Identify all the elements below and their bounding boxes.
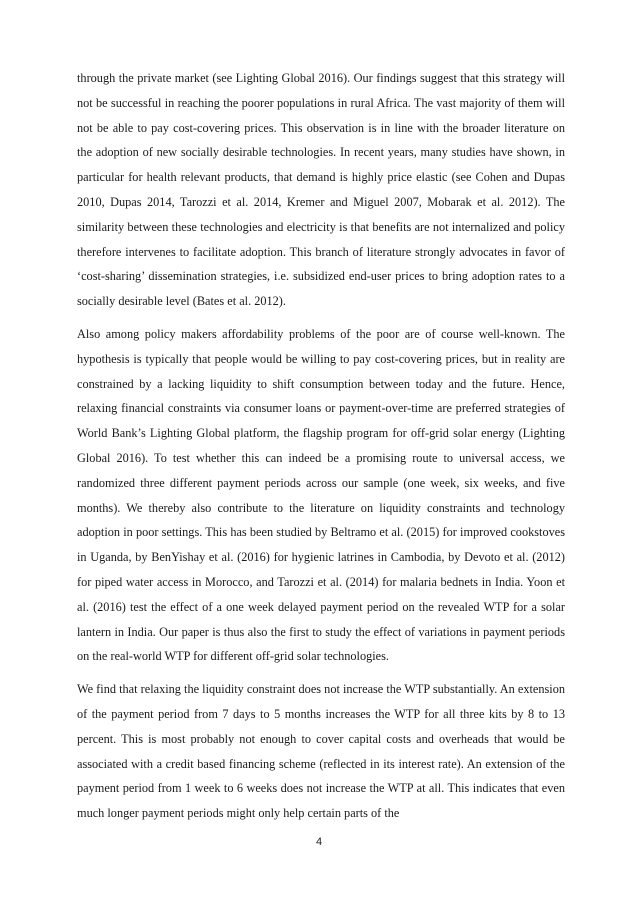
paragraph-2: Also among policy makers affordability problems of the poor are of course well-known. The hypothesis is typically that people would be willing to pay cost-covering prices, but in reality are constrained by a lacking liquidity to shift consumption between today and the future. Hence, relaxing financial constraints via consumer loans or payment-over-time are preferred strategies of World Bank’s Lighting Global platform, the flagship program for off-grid solar energy (Lighting Global 2016). To test whether this can indeed be a promising route to universal access, we randomized three different payment periods across our sample (one week, six weeks, and five months). We thereby also contribute to the literature on liquidity constraints and technology adoption in poor settings. This has been studied by Beltramo et al. (2015) for improved cookstoves in Uganda, by BenYishay et al. (2016) for hygienic latrines in Cambodia, by Devoto et al. (2012) for piped water access in Morocco, and Tarozzi et al. (2014) for malaria bednets in India. Yoon et al. (2016) test the effect of a one week delayed payment period on the revealed WTP for a solar lantern in India. Our paper is thus also the first to study the effect of variations in payment periods on the real-world WTP for different off-grid solar technologies. — [77, 326, 565, 664]
page-number: 4 — [315, 836, 323, 848]
document-body — [77, 66, 565, 834]
paragraph-3: We find that relaxing the liquidity constraint does not increase the WTP substantially. An extension of the payment period from 7 days to 5 months increases the WTP for all three kits by 8 to 13 percent. This is most probably not enough to cover capital costs and overheads that would be associated with a credit based financing scheme (reflected in its interest rate). An extension of the payment period from 1 week to 6 weeks does not increase the WTP at all. This indicates that even much longer payment periods might only help certain parts of the — [77, 682, 565, 821]
paragraph-1: through the private market (see Lighting Global 2016). Our findings suggest that this strategy will not be successful in reaching the poorer populations in rural Africa. The vast majority of them will not be able to pay cost-covering prices. This observation is in line with the broader literature on the adoption of new socially desirable technologies. In recent years, many studies have shown, in particular for health relevant products, that demand is highly price elastic (see Cohen and Dupas 2010, Dupas 2014, Tarozzi et al. 2014, Kremer and Miguel 2007, Mobarak et al. 2012). The similarity between these technologies and electricity is that benefits are not internalized and policy therefore intervenes to facilitate adoption. This branch of literature strongly advocates in favor of ‘cost-sharing’ dissemination strategies, i.e. subsidized end-user prices to bring adoption rates to a socially desirable level (Bates et al. 2012). — [77, 71, 565, 309]
